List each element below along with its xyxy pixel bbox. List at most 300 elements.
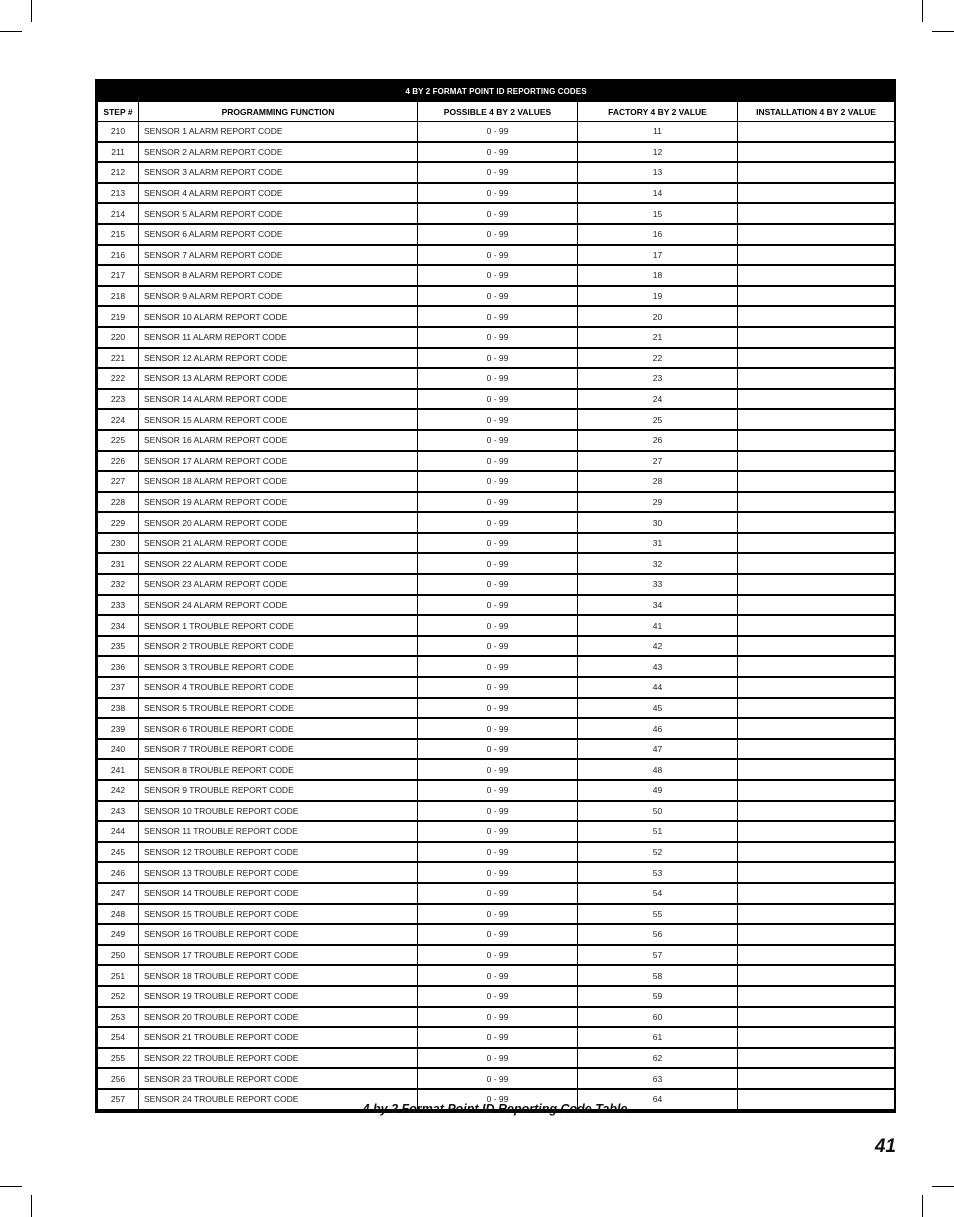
function-cell: SENSOR 13 TROUBLE REPORT CODE bbox=[139, 862, 418, 883]
function-cell: SENSOR 14 ALARM REPORT CODE bbox=[139, 389, 418, 410]
step-cell: 230 bbox=[98, 533, 139, 554]
step-cell: 239 bbox=[98, 718, 139, 739]
installation-value-cell bbox=[738, 430, 895, 451]
column-header-factory: FACTORY 4 BY 2 VALUE bbox=[578, 102, 738, 122]
factory-value-cell: 56 bbox=[578, 924, 738, 945]
column-header-step: STEP # bbox=[98, 102, 139, 122]
step-cell: 251 bbox=[98, 965, 139, 986]
factory-value-cell: 57 bbox=[578, 945, 738, 966]
installation-value-cell bbox=[738, 904, 895, 925]
step-cell: 222 bbox=[98, 368, 139, 389]
step-cell: 221 bbox=[98, 348, 139, 369]
step-cell: 252 bbox=[98, 986, 139, 1007]
table-row bbox=[98, 759, 895, 780]
table-body bbox=[98, 122, 895, 1110]
possible-values-cell: 0 - 99 bbox=[418, 471, 578, 492]
step-cell: 231 bbox=[98, 553, 139, 574]
installation-value-cell bbox=[738, 636, 895, 657]
possible-values-cell: 0 - 99 bbox=[418, 430, 578, 451]
table-row bbox=[98, 821, 895, 842]
function-cell: SENSOR 9 ALARM REPORT CODE bbox=[139, 286, 418, 307]
table-row bbox=[98, 409, 895, 430]
step-cell: 219 bbox=[98, 306, 139, 327]
possible-values-cell: 0 - 99 bbox=[418, 1007, 578, 1028]
function-cell: SENSOR 9 TROUBLE REPORT CODE bbox=[139, 780, 418, 801]
possible-values-cell: 0 - 99 bbox=[418, 409, 578, 430]
function-cell: SENSOR 2 TROUBLE REPORT CODE bbox=[139, 636, 418, 657]
step-cell: 235 bbox=[98, 636, 139, 657]
function-cell: SENSOR 19 TROUBLE REPORT CODE bbox=[139, 986, 418, 1007]
installation-value-cell bbox=[738, 945, 895, 966]
function-cell: SENSOR 2 ALARM REPORT CODE bbox=[139, 142, 418, 163]
possible-values-cell: 0 - 99 bbox=[418, 986, 578, 1007]
step-cell: 241 bbox=[98, 759, 139, 780]
possible-values-cell: 0 - 99 bbox=[418, 389, 578, 410]
step-cell: 234 bbox=[98, 615, 139, 636]
step-cell: 257 bbox=[98, 1089, 139, 1110]
factory-value-cell: 63 bbox=[578, 1068, 738, 1089]
installation-value-cell bbox=[738, 1027, 895, 1048]
factory-value-cell: 53 bbox=[578, 862, 738, 883]
factory-value-cell: 30 bbox=[578, 512, 738, 533]
function-cell: SENSOR 4 TROUBLE REPORT CODE bbox=[139, 677, 418, 698]
possible-values-cell: 0 - 99 bbox=[418, 636, 578, 657]
possible-values-cell: 0 - 99 bbox=[418, 615, 578, 636]
table-row bbox=[98, 492, 895, 513]
factory-value-cell: 15 bbox=[578, 203, 738, 224]
crop-mark bbox=[932, 31, 954, 32]
table-row bbox=[98, 368, 895, 389]
table-row bbox=[98, 739, 895, 760]
step-cell: 211 bbox=[98, 142, 139, 163]
function-cell: SENSOR 17 ALARM REPORT CODE bbox=[139, 451, 418, 472]
table-row bbox=[98, 451, 895, 472]
table-row bbox=[98, 924, 895, 945]
factory-value-cell: 58 bbox=[578, 965, 738, 986]
factory-value-cell: 21 bbox=[578, 327, 738, 348]
function-cell: SENSOR 22 ALARM REPORT CODE bbox=[139, 553, 418, 574]
step-cell: 236 bbox=[98, 656, 139, 677]
table-row bbox=[98, 842, 895, 863]
possible-values-cell: 0 - 99 bbox=[418, 368, 578, 389]
factory-value-cell: 22 bbox=[578, 348, 738, 369]
step-cell: 250 bbox=[98, 945, 139, 966]
installation-value-cell bbox=[738, 327, 895, 348]
step-cell: 214 bbox=[98, 203, 139, 224]
crop-mark bbox=[31, 0, 32, 22]
installation-value-cell bbox=[738, 245, 895, 266]
function-cell: SENSOR 12 TROUBLE REPORT CODE bbox=[139, 842, 418, 863]
step-cell: 255 bbox=[98, 1048, 139, 1069]
function-cell: SENSOR 15 TROUBLE REPORT CODE bbox=[139, 904, 418, 925]
factory-value-cell: 18 bbox=[578, 265, 738, 286]
installation-value-cell bbox=[738, 1007, 895, 1028]
step-cell: 212 bbox=[98, 162, 139, 183]
step-cell: 237 bbox=[98, 677, 139, 698]
installation-value-cell bbox=[738, 471, 895, 492]
installation-value-cell bbox=[738, 821, 895, 842]
step-cell: 240 bbox=[98, 739, 139, 760]
installation-value-cell bbox=[738, 224, 895, 245]
function-cell: SENSOR 17 TROUBLE REPORT CODE bbox=[139, 945, 418, 966]
installation-value-cell bbox=[738, 842, 895, 863]
possible-values-cell: 0 - 99 bbox=[418, 224, 578, 245]
function-cell: SENSOR 7 TROUBLE REPORT CODE bbox=[139, 739, 418, 760]
step-cell: 225 bbox=[98, 430, 139, 451]
function-cell: SENSOR 12 ALARM REPORT CODE bbox=[139, 348, 418, 369]
installation-value-cell bbox=[738, 553, 895, 574]
factory-value-cell: 31 bbox=[578, 533, 738, 554]
function-cell: SENSOR 23 TROUBLE REPORT CODE bbox=[139, 1068, 418, 1089]
factory-value-cell: 51 bbox=[578, 821, 738, 842]
factory-value-cell: 46 bbox=[578, 718, 738, 739]
crop-mark bbox=[932, 1186, 954, 1187]
function-cell: SENSOR 10 TROUBLE REPORT CODE bbox=[139, 801, 418, 822]
factory-value-cell: 20 bbox=[578, 306, 738, 327]
function-cell: SENSOR 20 ALARM REPORT CODE bbox=[139, 512, 418, 533]
installation-value-cell bbox=[738, 780, 895, 801]
table-row bbox=[98, 986, 895, 1007]
possible-values-cell: 0 - 99 bbox=[418, 945, 578, 966]
function-cell: SENSOR 13 ALARM REPORT CODE bbox=[139, 368, 418, 389]
factory-value-cell: 16 bbox=[578, 224, 738, 245]
installation-value-cell bbox=[738, 595, 895, 616]
possible-values-cell: 0 - 99 bbox=[418, 780, 578, 801]
installation-value-cell bbox=[738, 389, 895, 410]
possible-values-cell: 0 - 99 bbox=[418, 965, 578, 986]
possible-values-cell: 0 - 99 bbox=[418, 801, 578, 822]
installation-value-cell bbox=[738, 677, 895, 698]
crop-mark bbox=[0, 1186, 22, 1187]
factory-value-cell: 45 bbox=[578, 698, 738, 719]
table-row bbox=[98, 348, 895, 369]
step-cell: 253 bbox=[98, 1007, 139, 1028]
installation-value-cell bbox=[738, 739, 895, 760]
possible-values-cell: 0 - 99 bbox=[418, 1068, 578, 1089]
step-cell: 238 bbox=[98, 698, 139, 719]
function-cell: SENSOR 20 TROUBLE REPORT CODE bbox=[139, 1007, 418, 1028]
table-row bbox=[98, 553, 895, 574]
table-row bbox=[98, 122, 895, 142]
table-row bbox=[98, 698, 895, 719]
table-row bbox=[98, 862, 895, 883]
factory-value-cell: 27 bbox=[578, 451, 738, 472]
installation-value-cell bbox=[738, 142, 895, 163]
factory-value-cell: 60 bbox=[578, 1007, 738, 1028]
function-cell: SENSOR 1 TROUBLE REPORT CODE bbox=[139, 615, 418, 636]
table-row bbox=[98, 945, 895, 966]
factory-value-cell: 64 bbox=[578, 1089, 738, 1110]
step-cell: 233 bbox=[98, 595, 139, 616]
possible-values-cell: 0 - 99 bbox=[418, 739, 578, 760]
step-cell: 254 bbox=[98, 1027, 139, 1048]
step-cell: 242 bbox=[98, 780, 139, 801]
step-cell: 228 bbox=[98, 492, 139, 513]
step-cell: 227 bbox=[98, 471, 139, 492]
function-cell: SENSOR 16 TROUBLE REPORT CODE bbox=[139, 924, 418, 945]
installation-value-cell bbox=[738, 965, 895, 986]
installation-value-cell bbox=[738, 162, 895, 183]
table-row bbox=[98, 677, 895, 698]
function-cell: SENSOR 6 ALARM REPORT CODE bbox=[139, 224, 418, 245]
possible-values-cell: 0 - 99 bbox=[418, 203, 578, 224]
crop-mark bbox=[31, 1195, 32, 1217]
step-cell: 247 bbox=[98, 883, 139, 904]
function-cell: SENSOR 23 ALARM REPORT CODE bbox=[139, 574, 418, 595]
factory-value-cell: 34 bbox=[578, 595, 738, 616]
installation-value-cell bbox=[738, 759, 895, 780]
possible-values-cell: 0 - 99 bbox=[418, 306, 578, 327]
installation-value-cell bbox=[738, 574, 895, 595]
table-row bbox=[98, 801, 895, 822]
table-row bbox=[98, 203, 895, 224]
installation-value-cell bbox=[738, 122, 895, 142]
function-cell: SENSOR 16 ALARM REPORT CODE bbox=[139, 430, 418, 451]
factory-value-cell: 12 bbox=[578, 142, 738, 163]
installation-value-cell bbox=[738, 306, 895, 327]
possible-values-cell: 0 - 99 bbox=[418, 574, 578, 595]
table-row bbox=[98, 883, 895, 904]
possible-values-cell: 0 - 99 bbox=[418, 759, 578, 780]
installation-value-cell bbox=[738, 409, 895, 430]
factory-value-cell: 28 bbox=[578, 471, 738, 492]
factory-value-cell: 52 bbox=[578, 842, 738, 863]
function-cell: SENSOR 8 ALARM REPORT CODE bbox=[139, 265, 418, 286]
factory-value-cell: 19 bbox=[578, 286, 738, 307]
function-cell: SENSOR 10 ALARM REPORT CODE bbox=[139, 306, 418, 327]
function-cell: SENSOR 15 ALARM REPORT CODE bbox=[139, 409, 418, 430]
table-row bbox=[98, 718, 895, 739]
factory-value-cell: 24 bbox=[578, 389, 738, 410]
possible-values-cell: 0 - 99 bbox=[418, 883, 578, 904]
function-cell: SENSOR 7 ALARM REPORT CODE bbox=[139, 245, 418, 266]
step-cell: 248 bbox=[98, 904, 139, 925]
table-row bbox=[98, 1048, 895, 1069]
factory-value-cell: 41 bbox=[578, 615, 738, 636]
factory-value-cell: 49 bbox=[578, 780, 738, 801]
possible-values-cell: 0 - 99 bbox=[418, 1048, 578, 1069]
table-row bbox=[98, 1027, 895, 1048]
installation-value-cell bbox=[738, 801, 895, 822]
step-cell: 215 bbox=[98, 224, 139, 245]
step-cell: 210 bbox=[98, 122, 139, 142]
table-row bbox=[98, 965, 895, 986]
table-row bbox=[98, 286, 895, 307]
installation-value-cell bbox=[738, 1048, 895, 1069]
installation-value-cell bbox=[738, 451, 895, 472]
table-row bbox=[98, 245, 895, 266]
possible-values-cell: 0 - 99 bbox=[418, 245, 578, 266]
factory-value-cell: 11 bbox=[578, 122, 738, 142]
table-row bbox=[98, 636, 895, 657]
function-cell: SENSOR 3 ALARM REPORT CODE bbox=[139, 162, 418, 183]
possible-values-cell: 0 - 99 bbox=[418, 1027, 578, 1048]
installation-value-cell bbox=[738, 883, 895, 904]
crop-mark bbox=[922, 1195, 923, 1217]
factory-value-cell: 32 bbox=[578, 553, 738, 574]
table-row bbox=[98, 183, 895, 204]
installation-value-cell bbox=[738, 718, 895, 739]
installation-value-cell bbox=[738, 265, 895, 286]
function-cell: SENSOR 11 TROUBLE REPORT CODE bbox=[139, 821, 418, 842]
possible-values-cell: 0 - 99 bbox=[418, 595, 578, 616]
crop-mark bbox=[922, 0, 923, 22]
installation-value-cell bbox=[738, 512, 895, 533]
column-header-possible: POSSIBLE 4 BY 2 VALUES bbox=[418, 102, 578, 122]
table-title: 4 BY 2 FORMAT POINT ID REPORTING CODES bbox=[98, 82, 895, 102]
possible-values-cell: 0 - 99 bbox=[418, 904, 578, 925]
function-cell: SENSOR 8 TROUBLE REPORT CODE bbox=[139, 759, 418, 780]
factory-value-cell: 61 bbox=[578, 1027, 738, 1048]
factory-value-cell: 13 bbox=[578, 162, 738, 183]
function-cell: SENSOR 5 ALARM REPORT CODE bbox=[139, 203, 418, 224]
table-row bbox=[98, 656, 895, 677]
factory-value-cell: 42 bbox=[578, 636, 738, 657]
possible-values-cell: 0 - 99 bbox=[418, 842, 578, 863]
table-row bbox=[98, 327, 895, 348]
possible-values-cell: 0 - 99 bbox=[418, 162, 578, 183]
table-row bbox=[98, 162, 895, 183]
table-row bbox=[98, 306, 895, 327]
reporting-code-table-frame bbox=[95, 79, 896, 1113]
possible-values-cell: 0 - 99 bbox=[418, 1089, 578, 1110]
table-row bbox=[98, 615, 895, 636]
factory-value-cell: 54 bbox=[578, 883, 738, 904]
possible-values-cell: 0 - 99 bbox=[418, 183, 578, 204]
factory-value-cell: 44 bbox=[578, 677, 738, 698]
possible-values-cell: 0 - 99 bbox=[418, 677, 578, 698]
function-cell: SENSOR 14 TROUBLE REPORT CODE bbox=[139, 883, 418, 904]
possible-values-cell: 0 - 99 bbox=[418, 862, 578, 883]
possible-values-cell: 0 - 99 bbox=[418, 553, 578, 574]
function-cell: SENSOR 21 TROUBLE REPORT CODE bbox=[139, 1027, 418, 1048]
step-cell: 223 bbox=[98, 389, 139, 410]
step-cell: 220 bbox=[98, 327, 139, 348]
installation-value-cell bbox=[738, 348, 895, 369]
function-cell: SENSOR 21 ALARM REPORT CODE bbox=[139, 533, 418, 554]
table-row bbox=[98, 512, 895, 533]
possible-values-cell: 0 - 99 bbox=[418, 533, 578, 554]
function-cell: SENSOR 22 TROUBLE REPORT CODE bbox=[139, 1048, 418, 1069]
installation-value-cell bbox=[738, 862, 895, 883]
factory-value-cell: 50 bbox=[578, 801, 738, 822]
table-row bbox=[98, 1068, 895, 1089]
table-row bbox=[98, 904, 895, 925]
column-header-function: PROGRAMMING FUNCTION bbox=[139, 102, 418, 122]
function-cell: SENSOR 3 TROUBLE REPORT CODE bbox=[139, 656, 418, 677]
step-cell: 256 bbox=[98, 1068, 139, 1089]
possible-values-cell: 0 - 99 bbox=[418, 327, 578, 348]
function-cell: SENSOR 19 ALARM REPORT CODE bbox=[139, 492, 418, 513]
installation-value-cell bbox=[738, 368, 895, 389]
possible-values-cell: 0 - 99 bbox=[418, 492, 578, 513]
step-cell: 217 bbox=[98, 265, 139, 286]
page-number: 41 bbox=[874, 1136, 896, 1157]
table-row bbox=[98, 595, 895, 616]
function-cell: SENSOR 4 ALARM REPORT CODE bbox=[139, 183, 418, 204]
installation-value-cell bbox=[738, 286, 895, 307]
table-row bbox=[98, 224, 895, 245]
possible-values-cell: 0 - 99 bbox=[418, 265, 578, 286]
function-cell: SENSOR 5 TROUBLE REPORT CODE bbox=[139, 698, 418, 719]
table-row bbox=[98, 780, 895, 801]
installation-value-cell bbox=[738, 615, 895, 636]
installation-value-cell bbox=[738, 533, 895, 554]
possible-values-cell: 0 - 99 bbox=[418, 924, 578, 945]
factory-value-cell: 14 bbox=[578, 183, 738, 204]
installation-value-cell bbox=[738, 656, 895, 677]
possible-values-cell: 0 - 99 bbox=[418, 451, 578, 472]
table-row bbox=[98, 265, 895, 286]
factory-value-cell: 23 bbox=[578, 368, 738, 389]
table-row bbox=[98, 430, 895, 451]
factory-value-cell: 62 bbox=[578, 1048, 738, 1069]
crop-mark bbox=[0, 31, 22, 32]
table-row bbox=[98, 574, 895, 595]
factory-value-cell: 33 bbox=[578, 574, 738, 595]
possible-values-cell: 0 - 99 bbox=[418, 286, 578, 307]
factory-value-cell: 55 bbox=[578, 904, 738, 925]
possible-values-cell: 0 - 99 bbox=[418, 122, 578, 142]
factory-value-cell: 26 bbox=[578, 430, 738, 451]
installation-value-cell bbox=[738, 203, 895, 224]
possible-values-cell: 0 - 99 bbox=[418, 348, 578, 369]
table-row bbox=[98, 142, 895, 163]
function-cell: SENSOR 11 ALARM REPORT CODE bbox=[139, 327, 418, 348]
step-cell: 213 bbox=[98, 183, 139, 204]
step-cell: 229 bbox=[98, 512, 139, 533]
factory-value-cell: 43 bbox=[578, 656, 738, 677]
installation-value-cell bbox=[738, 986, 895, 1007]
factory-value-cell: 29 bbox=[578, 492, 738, 513]
step-cell: 224 bbox=[98, 409, 139, 430]
possible-values-cell: 0 - 99 bbox=[418, 656, 578, 677]
possible-values-cell: 0 - 99 bbox=[418, 512, 578, 533]
installation-value-cell bbox=[738, 1068, 895, 1089]
factory-value-cell: 47 bbox=[578, 739, 738, 760]
factory-value-cell: 48 bbox=[578, 759, 738, 780]
step-cell: 249 bbox=[98, 924, 139, 945]
installation-value-cell bbox=[738, 492, 895, 513]
factory-value-cell: 59 bbox=[578, 986, 738, 1007]
factory-value-cell: 17 bbox=[578, 245, 738, 266]
installation-value-cell bbox=[738, 924, 895, 945]
installation-value-cell bbox=[738, 183, 895, 204]
reporting-code-table bbox=[97, 81, 895, 1111]
step-cell: 243 bbox=[98, 801, 139, 822]
function-cell: SENSOR 24 TROUBLE REPORT CODE bbox=[139, 1089, 418, 1110]
step-cell: 216 bbox=[98, 245, 139, 266]
table-row bbox=[98, 389, 895, 410]
function-cell: SENSOR 1 ALARM REPORT CODE bbox=[139, 122, 418, 142]
possible-values-cell: 0 - 99 bbox=[418, 142, 578, 163]
table-row bbox=[98, 533, 895, 554]
function-cell: SENSOR 18 TROUBLE REPORT CODE bbox=[139, 965, 418, 986]
possible-values-cell: 0 - 99 bbox=[418, 698, 578, 719]
step-cell: 218 bbox=[98, 286, 139, 307]
step-cell: 246 bbox=[98, 862, 139, 883]
step-cell: 232 bbox=[98, 574, 139, 595]
factory-value-cell: 25 bbox=[578, 409, 738, 430]
function-cell: SENSOR 24 ALARM REPORT CODE bbox=[139, 595, 418, 616]
table-row bbox=[98, 1007, 895, 1028]
function-cell: SENSOR 18 ALARM REPORT CODE bbox=[139, 471, 418, 492]
table-row bbox=[98, 471, 895, 492]
step-cell: 226 bbox=[98, 451, 139, 472]
column-header-installation: INSTALLATION 4 BY 2 VALUE bbox=[738, 102, 895, 122]
installation-value-cell bbox=[738, 698, 895, 719]
table-caption: 4 by 2 Format Point ID Reporting Code Table bbox=[362, 1102, 628, 1116]
